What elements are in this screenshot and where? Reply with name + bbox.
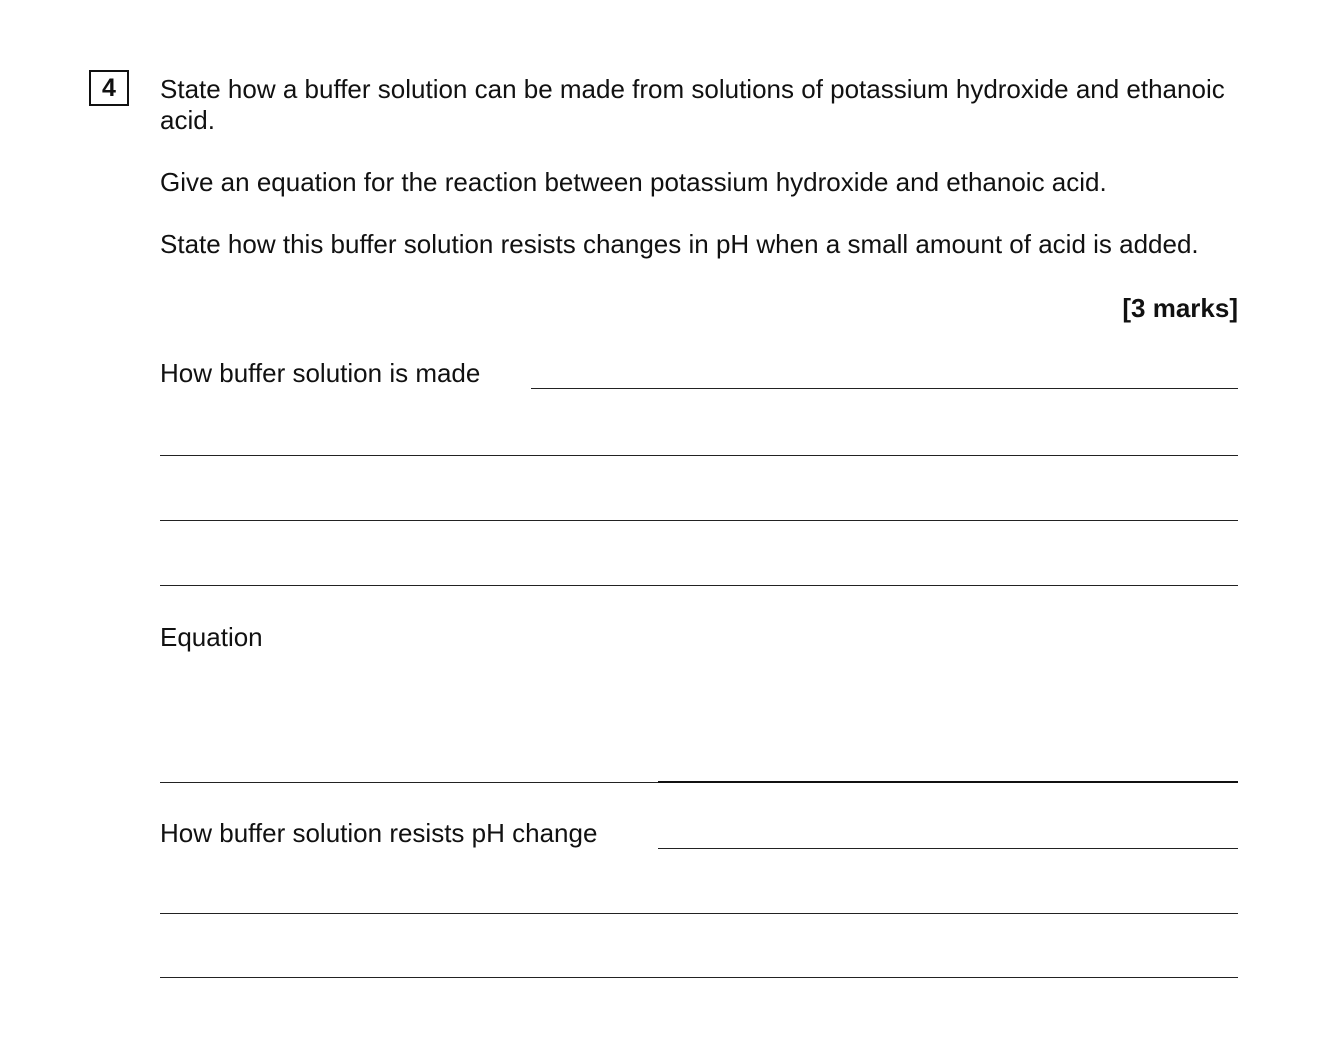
answer-line-made-3[interactable] bbox=[160, 520, 1238, 521]
question-paragraph-1: State how a buffer solution can be made from solutions of potassium hydroxide and ethanoic acid. bbox=[160, 74, 1225, 135]
answer-line-resists-2[interactable] bbox=[160, 913, 1238, 914]
marks-allocation: [3 marks] bbox=[1122, 293, 1238, 323]
answer-line-resists-3[interactable] bbox=[160, 977, 1238, 978]
answer-line-resists-1[interactable] bbox=[658, 848, 1238, 849]
resists-label: How buffer solution resists pH change bbox=[160, 818, 598, 848]
question-paragraph-3: State how this buffer solution resists changes in pH when a small amount of acid is added. bbox=[160, 229, 1199, 259]
answer-line-equation-left[interactable] bbox=[160, 782, 660, 783]
answer-line-made-4[interactable] bbox=[160, 585, 1238, 586]
answer-line-made-1[interactable] bbox=[531, 388, 1238, 389]
answer-line-made-2[interactable] bbox=[160, 455, 1238, 456]
question-paragraph-2: Give an equation for the reaction between potassium hydroxide and ethanoic acid. bbox=[160, 167, 1107, 197]
answer-line-equation-right[interactable] bbox=[658, 781, 1238, 783]
question-number-box: 4 bbox=[89, 70, 129, 106]
how-made-label: How buffer solution is made bbox=[160, 358, 481, 388]
equation-label: Equation bbox=[160, 622, 263, 652]
